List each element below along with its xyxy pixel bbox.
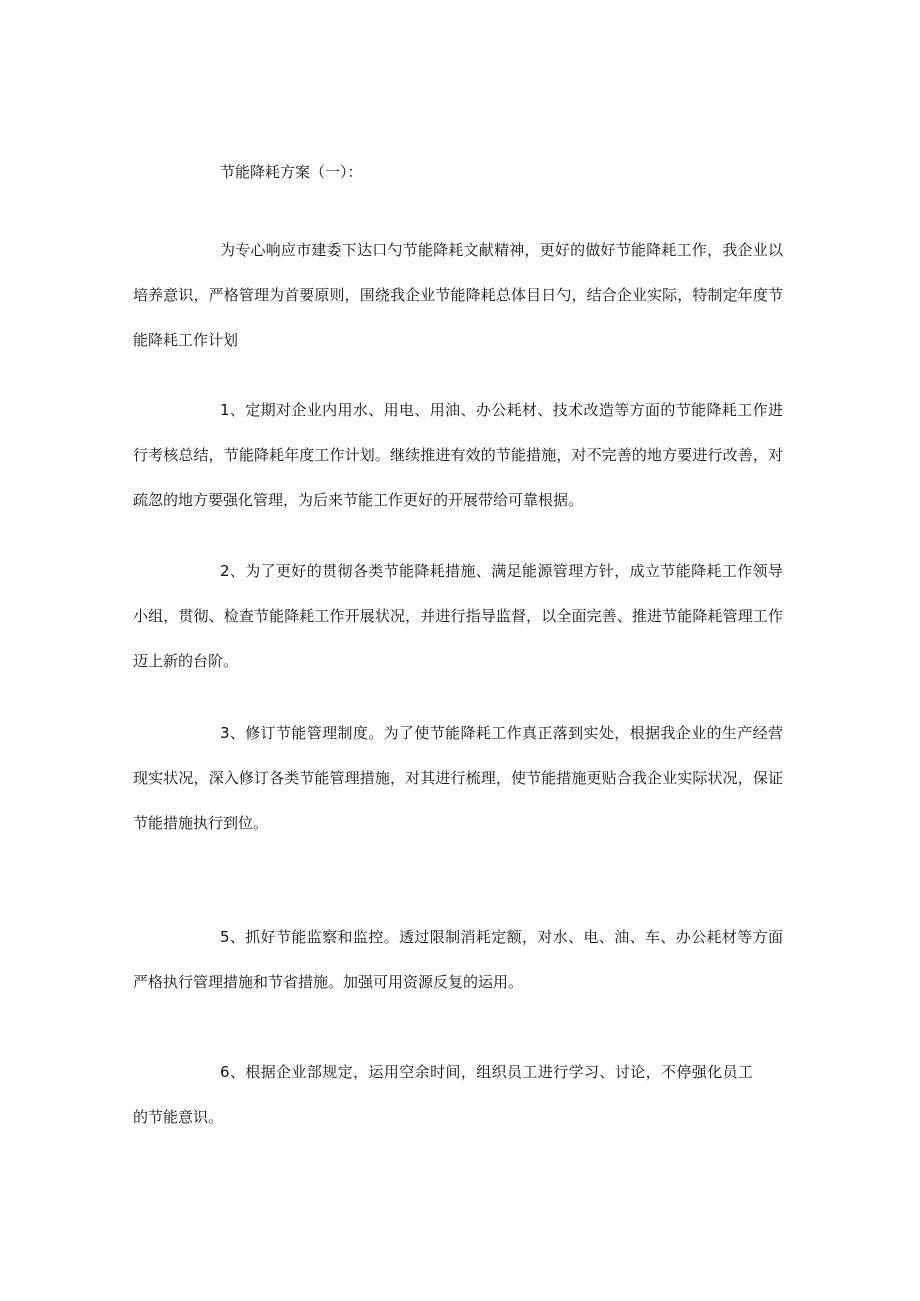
paragraph-item-1: 1、定期对企业内用水、用电、用油、办公耗材、技术改造等方面的节能降耗工作进行考核总结，节能降耗年度工作计划。继续推进有效的节能措施，对不完善的地方要进行改善，对疏忽的地方要强化管理，为后来节能工作更好的开展带给可靠根据。 bbox=[133, 401, 783, 509]
document-heading: 节能降耗方案（一）： bbox=[220, 163, 363, 181]
paragraph-item-2: 2、为了更好的贯彻各类节能降耗措施、满足能源管理方针，成立节能降耗工作领导小组，贯彻、检查节能降耗工作开展状况，并进行指导监督，以全面完善、推进节能降耗管理工作迈上新的台阶。 bbox=[133, 562, 783, 670]
paragraph-item-6: 6、根据企业部规定，运用空余时间，组织员工进行学习、讨论，不停强化员工的节能意识。 bbox=[133, 1063, 753, 1126]
paragraph-item-3: 3、修订节能管理制度。为了使节能降耗工作真正落到实处，根据我企业的生产经营现实状况，深入修订各类节能管理措施，对其进行梳理，使节能措施更贴合我企业实际状况，保证节能措施执行到位。 bbox=[133, 724, 783, 832]
paragraph-intro: 为专心响应市建委下达口勺节能降耗文献精神，更好的做好节能降耗工作，我企业以培养意识，严格管理为首要原则，围绕我企业节能降耗总体目日勺，结合企业实际，特制定年度节能降耗工作计划 bbox=[133, 241, 783, 349]
paragraph-item-5: 5、抓好节能监察和监控。透过限制消耗定额，对水、电、油、车、办公耗材等方面严格执行管理措施和节省措施。加强可用资源反复的运用。 bbox=[133, 928, 783, 991]
